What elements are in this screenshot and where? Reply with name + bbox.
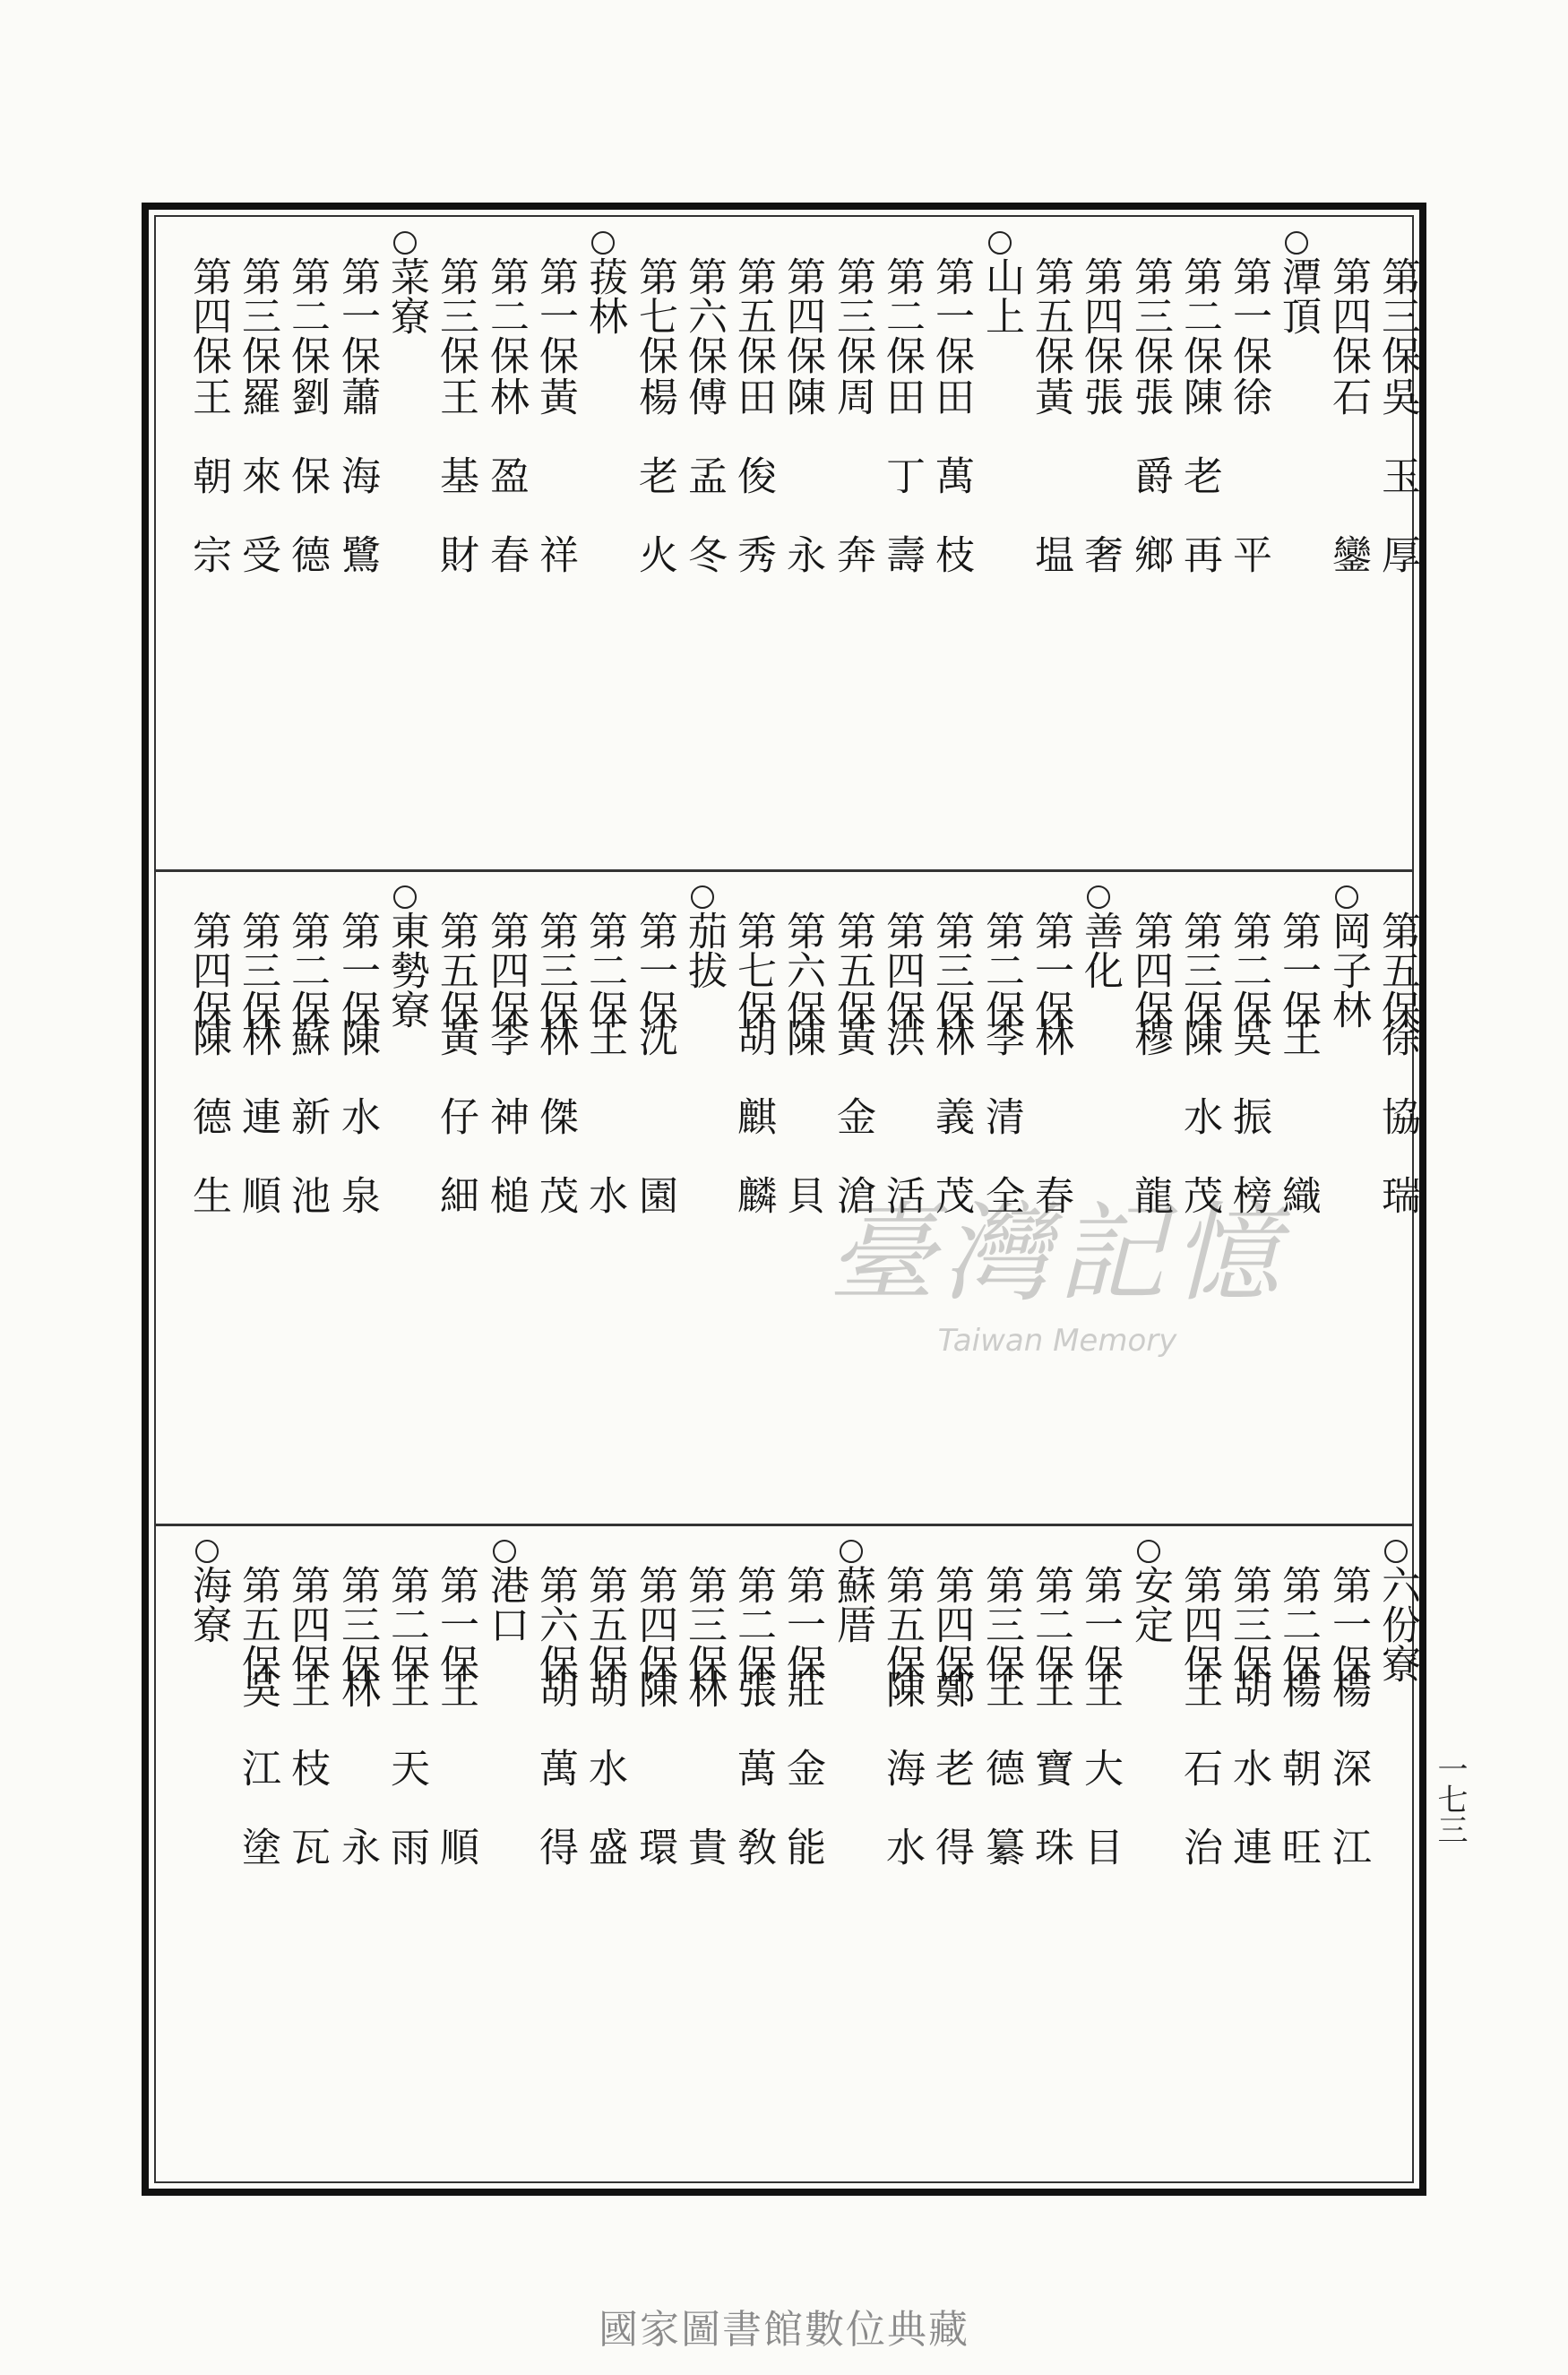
village-name: 善化 bbox=[1077, 911, 1123, 989]
ward-head-name: 陳水泉 bbox=[334, 1017, 380, 1254]
ward-name: 第四保 bbox=[632, 1565, 677, 1683]
ward-name: 第四保 bbox=[879, 911, 925, 1029]
ward-name: 第二保 bbox=[879, 256, 925, 375]
ward-head-name: 陳 環 bbox=[632, 1669, 677, 1905]
village-name: 安定 bbox=[1127, 1565, 1173, 1644]
ward-name: 第一保 bbox=[928, 256, 974, 375]
ward-head-name: 吳江塗 bbox=[235, 1669, 280, 1905]
ward-name: 第四保 bbox=[1127, 911, 1173, 1029]
ward-head-name: 胡萬得 bbox=[532, 1669, 578, 1905]
ward-name: 第四保 bbox=[483, 911, 529, 1029]
section-divider bbox=[154, 869, 1414, 872]
ward-name: 第六保 bbox=[532, 1565, 578, 1683]
ward-name: 第一保 bbox=[334, 256, 380, 375]
watermark-chinese: 臺灣記憶 bbox=[828, 1192, 1287, 1317]
village-name: 茄拔 bbox=[681, 911, 727, 989]
ward-name: 第七保 bbox=[730, 911, 776, 1029]
ward-head-name: 陳德生 bbox=[185, 1017, 231, 1254]
village-circle-mark bbox=[1137, 1540, 1160, 1563]
ward-name: 第三保 bbox=[532, 911, 578, 1029]
ward-head-name: 王大目 bbox=[1077, 1669, 1123, 1905]
ward-name: 第二保 bbox=[1226, 911, 1271, 1029]
ward-name: 第三保 bbox=[334, 1565, 380, 1683]
ward-head-name: 黃仔細 bbox=[433, 1017, 478, 1254]
ward-head-name: 林傑茂 bbox=[532, 1017, 578, 1254]
ward-name: 第三保 bbox=[1127, 256, 1173, 375]
ward-name: 第二保 bbox=[383, 1565, 429, 1683]
ward-name: 第三保 bbox=[928, 911, 974, 1029]
ward-head-name: 陳 貝 bbox=[780, 1017, 825, 1254]
ward-head-name: 林 春 bbox=[1028, 1017, 1073, 1254]
section-divider bbox=[154, 1524, 1414, 1526]
ward-name: 第七保 bbox=[632, 256, 677, 375]
ward-head-name: 黃金滄 bbox=[830, 1017, 875, 1254]
village-name: 東勢寮 bbox=[383, 911, 429, 1029]
ward-name: 第五保 bbox=[830, 911, 875, 1029]
ward-head-name: 李清全 bbox=[978, 1017, 1024, 1254]
ward-head-name: 王德纂 bbox=[978, 1669, 1024, 1905]
ward-name: 第四保 bbox=[185, 256, 231, 375]
ward-name: 第二保 bbox=[1275, 1565, 1321, 1683]
ward-head-name: 田萬枝 bbox=[928, 376, 974, 613]
ward-head-name: 李神槌 bbox=[483, 1017, 529, 1254]
ward-name: 第一保 bbox=[632, 911, 677, 1029]
ward-name: 第二保 bbox=[1176, 256, 1222, 375]
village-name: 岡子林 bbox=[1325, 911, 1371, 1029]
ward-name: 第二保 bbox=[730, 1565, 776, 1683]
ward-head-name: 周 奔 bbox=[830, 376, 875, 613]
ward-name: 第二保 bbox=[284, 256, 330, 375]
ward-head-name: 楊老火 bbox=[632, 376, 677, 613]
village-name: 山上 bbox=[978, 256, 1024, 335]
ward-name: 第一保 bbox=[1275, 911, 1321, 1029]
ward-head-name: 楊深江 bbox=[1325, 1669, 1371, 1905]
ward-head-name: 石 鑾 bbox=[1325, 376, 1371, 613]
village-name: 蘇厝 bbox=[830, 1565, 875, 1644]
ward-name: 第三保 bbox=[1226, 1565, 1271, 1683]
ward-head-name: 張萬敎 bbox=[730, 1669, 776, 1905]
ward-name: 第五保 bbox=[1028, 256, 1073, 375]
ward-name: 第二保 bbox=[1028, 1565, 1073, 1683]
village-name: 海寮 bbox=[185, 1565, 231, 1644]
ward-head-name: 林 永 bbox=[334, 1669, 380, 1905]
ward-head-name: 田俊秀 bbox=[730, 376, 776, 613]
village-circle-mark bbox=[988, 231, 1012, 255]
ward-name: 第三保 bbox=[830, 256, 875, 375]
ward-name: 第四保 bbox=[1077, 256, 1123, 375]
ward-name: 第四保 bbox=[1176, 1565, 1222, 1683]
ward-head-name: 楊朝旺 bbox=[1275, 1669, 1321, 1905]
ward-head-name: 王 順 bbox=[433, 1669, 478, 1905]
ward-name: 第一保 bbox=[433, 1565, 478, 1683]
ward-head-name: 田丁壽 bbox=[879, 376, 925, 613]
ward-head-name: 王石治 bbox=[1176, 1669, 1222, 1905]
ward-name: 第五保 bbox=[879, 1565, 925, 1683]
ward-name: 第一保 bbox=[1325, 1565, 1371, 1683]
ward-head-name: 洪 活 bbox=[879, 1017, 925, 1254]
ward-head-name: 胡水連 bbox=[1226, 1669, 1271, 1905]
village-circle-mark bbox=[591, 231, 615, 255]
ward-name: 第三保 bbox=[235, 256, 280, 375]
ward-head-name: 傅孟冬 bbox=[681, 376, 727, 613]
ward-name: 第五保 bbox=[235, 1565, 280, 1683]
ward-name: 第六保 bbox=[780, 911, 825, 1029]
village-circle-mark bbox=[393, 885, 417, 909]
ward-head-name: 陳海水 bbox=[879, 1669, 925, 1905]
village-circle-mark bbox=[840, 1540, 863, 1563]
watermark-english: Taiwan Memory bbox=[937, 1323, 1177, 1359]
ward-head-name: 林 貴 bbox=[681, 1669, 727, 1905]
ward-head-name: 鄭老得 bbox=[928, 1669, 974, 1905]
ward-head-name: 王天雨 bbox=[383, 1669, 429, 1905]
ward-head-name: 莊金能 bbox=[780, 1669, 825, 1905]
ward-name: 第一保 bbox=[1028, 911, 1073, 1029]
ward-name: 第二保 bbox=[582, 911, 627, 1029]
ward-head-name: 蘇新池 bbox=[284, 1017, 330, 1254]
village-name: 港口 bbox=[483, 1565, 529, 1644]
ward-head-name: 王枝瓦 bbox=[284, 1669, 330, 1905]
ward-head-name: 林義茂 bbox=[928, 1017, 974, 1254]
ward-head-name: 陳水茂 bbox=[1176, 1017, 1222, 1254]
ward-head-name: 林連順 bbox=[235, 1017, 280, 1254]
ward-head-name: 吳振榜 bbox=[1226, 1017, 1271, 1254]
village-circle-mark bbox=[493, 1540, 516, 1563]
ward-name: 第六保 bbox=[681, 256, 727, 375]
footer-credit: 國家圖書館數位典藏 bbox=[599, 2307, 969, 2353]
ward-name: 第一保 bbox=[1226, 256, 1271, 375]
ward-head-name: 黃 塭 bbox=[1028, 376, 1073, 613]
village-circle-mark bbox=[1285, 231, 1308, 255]
ward-name: 第五保 bbox=[730, 256, 776, 375]
ward-name: 第一保 bbox=[780, 1565, 825, 1683]
ward-head-name: 沈 園 bbox=[632, 1017, 677, 1254]
ward-head-name: 吳玉厚 bbox=[1374, 376, 1420, 613]
ward-name: 第二保 bbox=[483, 256, 529, 375]
village-circle-mark bbox=[1087, 885, 1110, 909]
village-circle-mark bbox=[393, 231, 417, 255]
ward-head-name: 王 織 bbox=[1275, 1017, 1321, 1254]
ward-name: 第四保 bbox=[928, 1565, 974, 1683]
village-name: 菝林 bbox=[582, 256, 627, 335]
ward-name: 第一保 bbox=[532, 256, 578, 375]
ward-name: 第三保 bbox=[681, 1565, 727, 1683]
ward-head-name: 徐協瑞 bbox=[1374, 1017, 1420, 1254]
village-circle-mark bbox=[1335, 885, 1358, 909]
ward-head-name: 張爵鄉 bbox=[1127, 376, 1173, 613]
ward-head-name: 劉保德 bbox=[284, 376, 330, 613]
ward-head-name: 羅來受 bbox=[235, 376, 280, 613]
ward-name: 第三保 bbox=[235, 911, 280, 1029]
ward-name: 第二保 bbox=[284, 911, 330, 1029]
ward-head-name: 黃 祥 bbox=[532, 376, 578, 613]
page-number: 一七三 bbox=[1432, 1753, 1468, 1844]
village-name: 六份寮 bbox=[1374, 1565, 1420, 1683]
ward-head-name: 陳老再 bbox=[1176, 376, 1222, 613]
ward-name: 第三保 bbox=[1374, 256, 1420, 375]
ward-name: 第五保 bbox=[582, 1565, 627, 1683]
village-circle-mark bbox=[195, 1540, 219, 1563]
ward-head-name: 張 奢 bbox=[1077, 376, 1123, 613]
village-name: 菜寮 bbox=[383, 256, 429, 335]
ward-name: 第四保 bbox=[185, 911, 231, 1029]
ward-name: 第三保 bbox=[433, 256, 478, 375]
ward-name: 第三保 bbox=[1176, 911, 1222, 1029]
ward-head-name: 胡麒麟 bbox=[730, 1017, 776, 1254]
ward-name: 第四保 bbox=[1325, 256, 1371, 375]
ward-head-name: 徐 平 bbox=[1226, 376, 1271, 613]
ward-head-name: 胡水盛 bbox=[582, 1669, 627, 1905]
ward-head-name: 王 水 bbox=[582, 1017, 627, 1254]
ward-head-name: 蕭海鷺 bbox=[334, 376, 380, 613]
ward-name: 第二保 bbox=[978, 911, 1024, 1029]
ward-name: 第三保 bbox=[978, 1565, 1024, 1683]
ward-head-name: 王朝宗 bbox=[185, 376, 231, 613]
ward-name: 第一保 bbox=[334, 911, 380, 1029]
ward-head-name: 穆 龍 bbox=[1127, 1017, 1173, 1254]
ward-head-name: 王寶珠 bbox=[1028, 1669, 1073, 1905]
ward-head-name: 陳 永 bbox=[780, 376, 825, 613]
village-name: 潭頂 bbox=[1275, 256, 1321, 335]
ward-name: 第一保 bbox=[1077, 1565, 1123, 1683]
ward-name: 第五保 bbox=[1374, 911, 1420, 1029]
village-circle-mark bbox=[691, 885, 714, 909]
ward-head-name: 林盈春 bbox=[483, 376, 529, 613]
ward-name: 第四保 bbox=[284, 1565, 330, 1683]
ward-name: 第四保 bbox=[780, 256, 825, 375]
ward-head-name: 王基財 bbox=[433, 376, 478, 613]
ward-name: 第五保 bbox=[433, 911, 478, 1029]
village-circle-mark bbox=[1384, 1540, 1408, 1563]
